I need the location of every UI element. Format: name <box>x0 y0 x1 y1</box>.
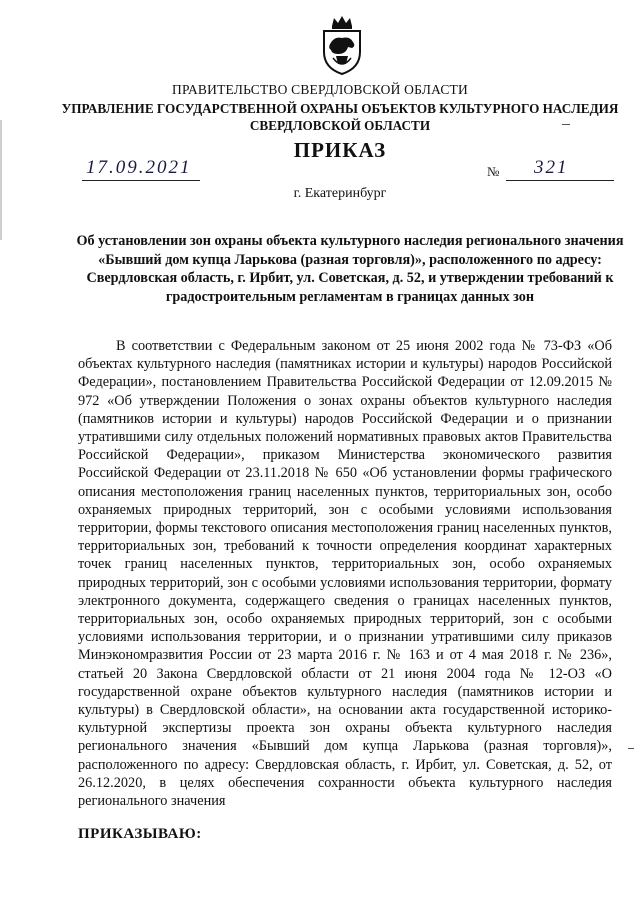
document-subject: Об установлении зон охраны объекта культурного наследия регионального значения «Бывший дом купца Ларькова (разная торговля)», расположенного по адресу: Свердловская область, г. Ирбит, ул. Советская, д. 52, и утверждении требований к градостроительным регламентам в границах данных зон <box>76 233 624 305</box>
city: г. Екатеринбург <box>293 186 387 201</box>
department-name <box>40 100 640 134</box>
document-title: ПРИКАЗ <box>293 138 387 162</box>
date-field <box>82 158 200 181</box>
document-number: 321 <box>534 157 569 178</box>
scan-mark <box>628 748 634 749</box>
order-word: ПРИКАЗЫВАЮ: <box>78 826 202 842</box>
scan-mark <box>562 124 570 125</box>
department-line-1: УПРАВЛЕНИЕ ГОСУДАРСТВЕННОЙ ОХРАНЫ ОБЪЕКТОВ КУЛЬТУРНОГО НАСЛЕДИЯ <box>61 101 619 116</box>
number-sign: № <box>487 164 500 179</box>
sverdlovsk-coat-of-arms-icon <box>318 14 366 76</box>
number-field <box>506 158 614 181</box>
document-body: В соответствии с Федеральным законом от 25 июня 2002 года № 73-ФЗ «Об объектах культурного наследия (памятниках истории и культуры) народов Российской Федерации», постановлением Правительства Российской Федерации от 12.09.2015 № 972 «Об утверждении Положения о зонах охраны объектов культурного наследия (памятников истории и культуры) народов Российской Федерации и о признании утратившими силу отдельных положений нормативных правовых актов Правительства Российской Федерации», приказом Министерства экономического развития Российской Федерации от 23.11.2018 № 650 «Об установлении формы графического описания местоположения границ населенных пунктов, территориальных зон, особо охраняемых природных территорий, зон с особыми условиями использования территории, формы текстового описания местоположения границ населенных пунктов, территориальных зон, требований к точности определения координат характерных точек границ населенных пунктов, территориальных зон, особо охраняемых природных территорий, зон с особыми условиями использования территории, формату электронного документа, содержащего сведения о границах населенных пунктов, территориальных зон, особо охраняемых природных территорий, зон с особыми условиями использования территории, и о признании утратившими силу приказов Минэкономразвития России от 23 марта 2016 г. № 163 и от 4 мая 2018 г. № 236», статьей 20 Закона Свердловской области от 21 июня 2004 года № 12-ОЗ «О государственной охране объектов культурного наследия (памятников истории и культуры) в Свердловской области», на основании акта государственной историко-культурной экспертизы проекта зон охраны объекта культурного наследия регионального значения «Бывший дом купца Ларькова (разная торговля)», расположенного по адресу: Свердловская область, г. Ирбит, ул. Советская, д. 52, от 26.12.2020, в целях обеспечения сохранности объекта культурного наследия регионального значения <box>78 338 612 810</box>
government-name: ПРАВИТЕЛЬСТВО СВЕРДЛОВСКОЙ ОБЛАСТИ <box>172 82 468 97</box>
document-date: 17.09.2021 <box>86 157 192 178</box>
department-line-2: СВЕРДЛОВСКОЙ ОБЛАСТИ <box>249 118 431 133</box>
